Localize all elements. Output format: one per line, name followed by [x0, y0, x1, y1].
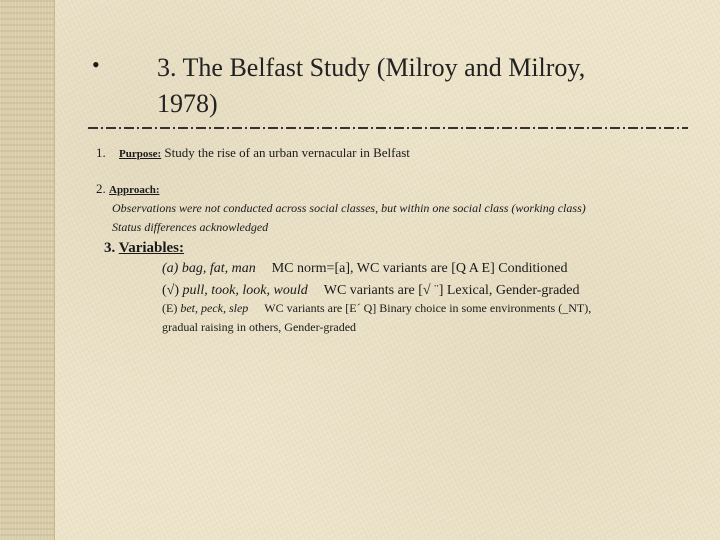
title-bullet: • [92, 52, 100, 77]
variable-wedge-prefix: (√) [162, 283, 183, 298]
variables-heading [104, 240, 184, 257]
variable-a-line [162, 261, 567, 277]
variable-e-words: bet, peck, slep [180, 301, 249, 315]
purpose-item [96, 145, 410, 161]
variable-a-words: (a) bag, fat, man [162, 261, 256, 276]
variable-wedge-line [162, 283, 580, 299]
variable-wedge-description: WC variants are [√ ¨] Lexical, Gender-graded [323, 283, 580, 298]
title-line-2: 1978) [157, 89, 218, 118]
decorative-side-strip [0, 0, 55, 540]
title-line-1: 3. The Belfast Study (Milroy and Milroy, [157, 53, 586, 82]
slide-title [157, 50, 677, 122]
variable-e-line [162, 301, 591, 316]
approach-item [96, 181, 160, 197]
variables-number: 3. [104, 240, 116, 256]
approach-label: Approach: [109, 184, 160, 196]
variable-e-prefix: (E) [162, 301, 181, 315]
approach-observations: Observations were not conducted across social classes, but within one social class (working class) [112, 201, 586, 215]
variable-e-continuation: gradual raising in others, Gender-graded [162, 320, 357, 334]
title-divider [88, 127, 688, 129]
approach-status: Status differences acknowledged [112, 220, 269, 234]
variable-e-description: WC variants are [E´ Q] Binary choice in some environments (_NT), [264, 301, 592, 315]
purpose-text: Study the rise of an urban vernacular in Belfast [164, 145, 410, 160]
variable-a-description: MC norm=[a], WC variants are [Q A E] Conditioned [271, 261, 568, 276]
approach-number: 2. [96, 181, 106, 196]
purpose-label: Purpose: [119, 148, 162, 160]
variable-wedge-words: pull, took, look, would [182, 283, 308, 298]
purpose-number: 1. [96, 145, 106, 160]
variables-label: Variables: [118, 240, 185, 256]
